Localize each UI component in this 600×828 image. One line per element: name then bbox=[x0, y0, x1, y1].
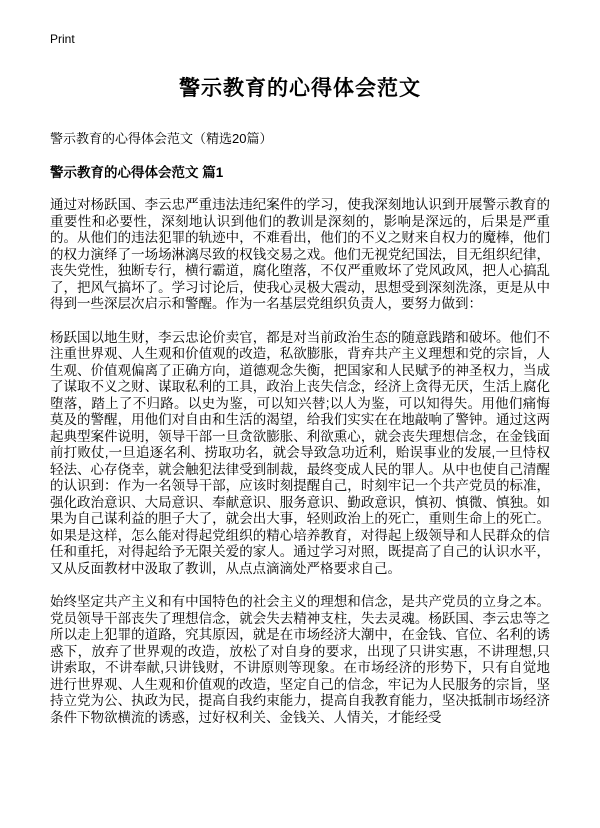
section-heading: 警示教育的心得体会范文 篇1 bbox=[50, 165, 224, 180]
document-subtitle: 警示教育的心得体会范文（精选20篇） bbox=[50, 131, 273, 146]
print-button[interactable]: Print bbox=[50, 32, 75, 46]
paragraph-2: 杨跃国以地生财，李云忠论价卖官，都是对当前政治生态的随意践踏和破坏。他们不注重世界观、人生观和价值观的改造，私欲膨胀，背弃共产主义理想和党的宗旨，人生观、价值观偏离了正确方向，道德观念失衡，把国家和人民赋予的神圣权力，当成了谋取不义之财、谋取私利的工具，政治上丧失信念，经济上贪得无厌，生活上腐化堕落，踏上了不归路。以史为鉴，可以知兴替;以人为鉴，可以知得失。用他们痛悔莫及的警醒，用他们对自由和生活的渴望，给我们实实在在地敲响了警钟。通过这两起典型案件说明，领导干部一旦贪欲膨胀、利欲熏心，就会丧失理想信念，在金钱面前打败仗,一旦追逐名利、捞取功名，就会导致急功近利，贻误事业的发展,一旦恃权轻法、心存侥幸，就会触犯法律受到制裁，最终变成人民的罪人。从中也使自己清醒的认识到：作为一名领导干部，应该时刻提醒自己，时刻牢记一个共产党员的标准，强化政治意识、大局意识、奉献意识、服务意识、勤政意识，慎初、慎微、慎独。如果为自己谋利益的胆子大了，就会出大事，轻则政治上的死亡，重则生命上的死亡。如果是这样，怎么能对得起党组织的精心培养教育，对得起上级领导和人民群众的信任和重托，对得起给予无限关爱的家人。通过学习对照，既提高了自己的认识水平，又从反面教材中汲取了教训，从点点滴滴处严格要求自己。 bbox=[50, 329, 550, 576]
paragraph-1: 通过对杨跃国、李云忠严重违法违纪案件的学习，使我深刻地认识到开展警示教育的重要性和必要性，深刻地认识到他们的教训是深刻的，影响是深远的，后果是严重的。从他们的违法犯罪的轨迹中，不难看出，他们的不义之财来自权力的魔棒，他们的权力演绎了一场场淋漓尽致的权钱交易之戏。他们无视党纪国法，目无组织纪律，丧失党性，独断专行，横行霸道，腐化堕落，不仅严重败坏了党风政风，把人心搞乱了，把风气搞坏了。学习讨论后，使我心灵极大震动，思想受到深刻洗涤，更是从中得到一些深层次启示和警醒。作为一名基层党组织负责人，要努力做到： bbox=[50, 197, 550, 311]
paragraph-3: 始终坚定共产主义和有中国特色的社会主义的理想和信念，是共产党员的立身之本。党员领导干部丧失了理想信念，就会失去精神支柱，失去灵魂。杨跃国、李云忠等之所以走上犯罪的道路，究其原因，就是在市场经济大潮中，在金钱、官位、名利的诱惑下，放弃了世界观的改造，放松了对自身的要求，出现了只讲实惠，不讲理想,只讲索取，不讲奉献,只讲钱财，不讲原则等现象。在市场经济的形势下，只有自觉地进行世界观、人生观和价值观的改造，坚定自己的信念，牢记为人民服务的宗旨，坚持立党为公、执政为民，提高自我约束能力，提高自我教育能力，坚决抵制市场经济条件下物欲横流的诱惑，过好权利关、金钱关、人情关，才能经受 bbox=[50, 594, 550, 725]
page-title: 警示教育的心得体会范文 bbox=[179, 77, 421, 100]
